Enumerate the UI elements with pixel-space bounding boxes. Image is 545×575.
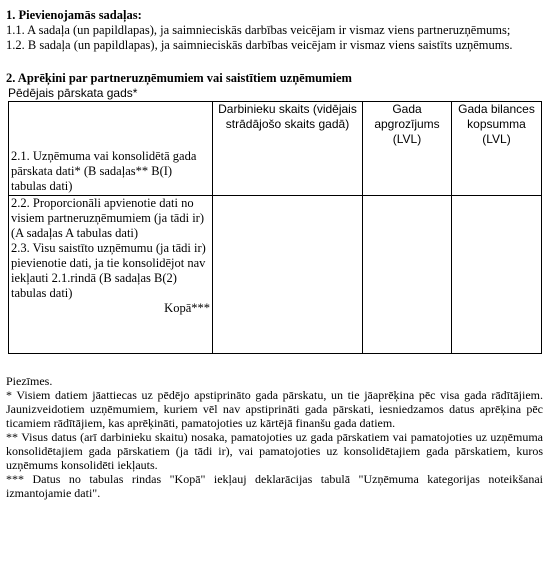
cell-employees	[213, 196, 363, 354]
header-turnover: Gada apgrozījums (LVL)	[363, 102, 452, 196]
row-label-2-2: 2.2. Proporcionāli apvienotie dati no visiem partneruzņēmumiem (ja tādi ir) (A sadaļas A tabulas dati)	[11, 196, 204, 240]
note-1: * Visiem datiem jāattiecas uz pēdējo apstiprināto gada pārskatu, un tie jāaprēķina pēc visa gada rādītājiem. Jaunizveidotiem uzņēmumiem, kuriem vēl nav apstiprināti gada pārskati, iesniedzamos datus aprēķina pēc ticamiem rādītājiem, kas aprēķināti, pamatojoties uz kārtējā finanšu gada datiem.	[6, 388, 543, 430]
note-3: *** Datus no tabulas rindas "Kopā" iekļauj deklarācijas tabulā "Uzņēmuma kategorijas noteikšanai izmantojamie dati".	[6, 472, 543, 500]
notes-block	[6, 374, 543, 500]
section1-item1: 1.1. A sadaļa (un papildlapas), ja saimnieciskās darbības veicējam ir vismaz viens partneruzņēmums;	[6, 23, 511, 37]
header-employees: Darbinieku skaits (vidējais strādājošo skaits gadā)	[213, 102, 363, 196]
row-label-total: Kopā***	[164, 301, 210, 315]
section2-title: 2. Aprēķini par partneruzņēmumiem vai saistītiem uzņēmumiem	[6, 71, 352, 85]
table-row	[9, 102, 542, 196]
header-balance: Gada bilances kopsumma (LVL)	[452, 102, 542, 196]
cell-balance	[452, 196, 542, 354]
section1-title: 1. Pievienojamās sadaļas:	[6, 8, 142, 22]
table-row	[9, 196, 542, 354]
section1-item2: 1.2. B sadaļa (un papildlapas), ja saimnieciskās darbības veicējam ir vismaz viens saistīts uzņēmums.	[6, 38, 513, 52]
calculation-table	[8, 101, 542, 354]
section2-subtitle: Pēdējais pārskata gads*	[8, 86, 138, 100]
note-2: ** Visus datus (arī darbinieku skaitu) nosaka, pamatojoties uz gada pārskatiem vai pamatojoties uz uzņēmuma konsolidētajiem gada pārskatiem (ja tādi ir), vai pamatojoties uz konsolidētajiem gada pārskatiem, kuros uzņēmums konsolidēti iekļauts.	[6, 430, 543, 472]
row-label-2-3: 2.3. Visu saistīto uzņēmumu (ja tādi ir) pievienotie dati, ja tie konsolidējot nav iekļauti 2.1.rindā (B sadaļas B(2) tabulas dati)	[11, 241, 206, 300]
cell-turnover	[363, 196, 452, 354]
row-labels-2-2-2-3	[9, 196, 213, 354]
row-label-2-1: 2.1. Uzņēmuma vai konsolidētā gada pārskata dati* (B sadaļas** B(I) tabulas dati)	[9, 102, 213, 196]
notes-title: Piezīmes.	[6, 374, 53, 388]
